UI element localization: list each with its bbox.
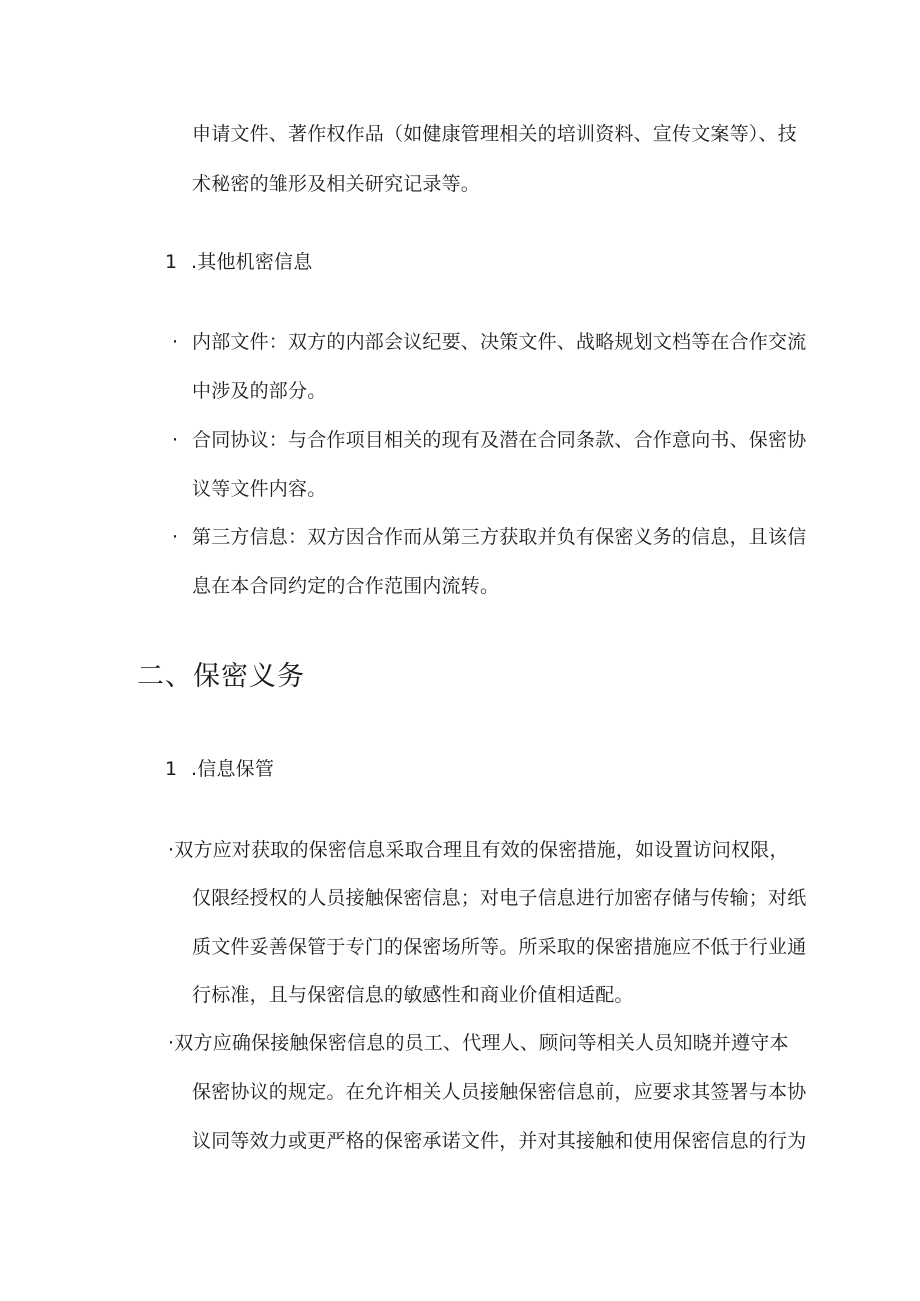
bullet-text: 息在本合同约定的合作范围内流转。 xyxy=(192,575,500,597)
paragraph-line: 术秘密的雏形及相关研究记录等。 xyxy=(192,173,481,195)
paragraph-line: 申请文件、著作权作品（如健康管理相关的培训资料、宣传文案等）、技 xyxy=(192,123,797,145)
list-item-heading xyxy=(165,756,274,782)
bullet-marker: · xyxy=(172,331,179,353)
bullet-text: 议等文件内容。 xyxy=(192,478,327,500)
bullet-text: 合同协议：与合作项目相关的现有及潜在合同条款、合作意向书、保密协 xyxy=(192,429,807,451)
bullet-marker: · xyxy=(172,526,179,548)
section-heading: 二、保密义务 xyxy=(137,661,305,692)
bullet-marker: · xyxy=(172,429,179,451)
item-title: .其他机密信息 xyxy=(191,251,313,273)
paragraph-line: ·双方应对获取的保密信息采取合理且有效的保密措施，如设置访问权限， xyxy=(168,839,789,861)
item-title: .信息保管 xyxy=(191,758,275,780)
paragraph-line: 仅限经授权的人员接触保密信息；对电子信息进行加密存储与传输；对纸 xyxy=(192,887,807,909)
item-number: 1 xyxy=(165,251,178,273)
list-item-heading xyxy=(165,249,312,275)
item-number: 1 xyxy=(165,758,178,780)
paragraph-line: 保密协议的规定。在允许相关人员接触保密信息前，应要求其签署与本协 xyxy=(192,1081,807,1103)
bullet-text: 中涉及的部分。 xyxy=(192,380,327,402)
bullet-text: 内部文件：双方的内部会议纪要、决策文件、战略规划文档等在合作交流 xyxy=(192,331,807,353)
paragraph-line: 行标准，且与保密信息的敏感性和商业价值相适配。 xyxy=(192,984,634,1006)
paragraph-line: ·双方应确保接触保密信息的员工、代理人、顾问等相关人员知晓并遵守本 xyxy=(168,1032,789,1054)
paragraph-line: 议同等效力或更严格的保密承诺文件，并对其接触和使用保密信息的行为 xyxy=(192,1130,807,1152)
paragraph-line: 质文件妥善保管于专门的保密场所等。所采取的保密措施应不低于行业通 xyxy=(192,936,807,958)
bullet-text: 第三方信息：双方因合作而从第三方获取并负有保密义务的信息，且该信 xyxy=(192,526,807,548)
